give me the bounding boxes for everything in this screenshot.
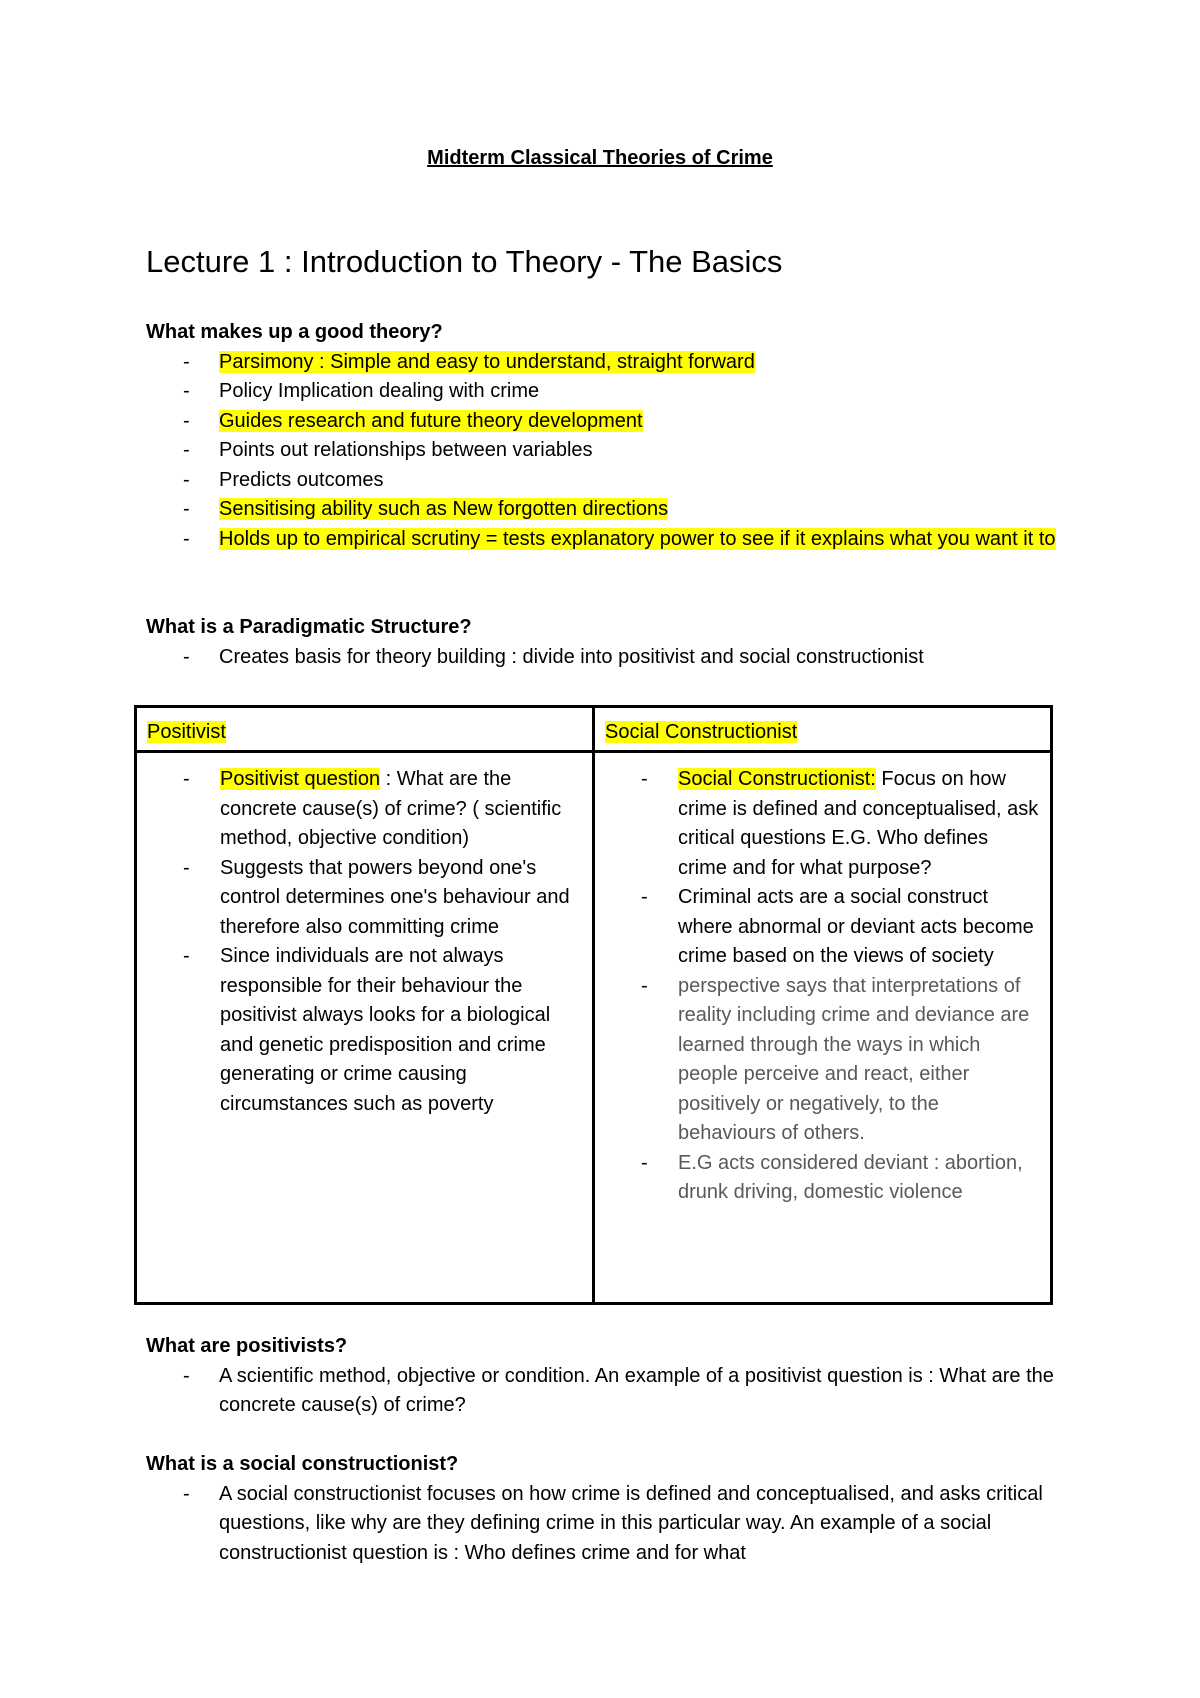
list-item: - perspective says that interpretations of reality including crime and deviance are learned through the ways in which people perceive and react, either positively or negatively, to the behaviours of others. — [595, 972, 1040, 1149]
dash-bullet: - — [183, 439, 190, 461]
dash-bullet: - — [183, 350, 190, 373]
dash-bullet: - — [183, 645, 190, 668]
dash-bullet: - — [183, 468, 190, 491]
dash-bullet: - — [183, 409, 190, 432]
good-theory-list — [146, 348, 1076, 555]
good-theory-section — [146, 318, 1076, 554]
positivists-heading: What are positivists? — [146, 1335, 348, 1357]
paradigm-table — [134, 705, 1053, 1305]
paradigm-list — [146, 643, 1076, 673]
constructionist-header-cell: Social Constructionist — [594, 707, 1052, 752]
list-item: - E.G acts considered deviant : abortion, drunk driving, domestic violence — [595, 1149, 1040, 1208]
dash-bullet: - — [183, 768, 190, 790]
dash-bullet: - — [641, 886, 648, 908]
list-item: - Predicts outcomes — [146, 466, 1076, 496]
document-title: Midterm Classical Theories of Crime — [427, 147, 773, 169]
positivists-list — [146, 1362, 1076, 1421]
constructionist-body-cell — [594, 752, 1052, 1304]
list-item: - Guides research and future theory development — [146, 407, 1076, 437]
positivists-section — [146, 1332, 1076, 1421]
constructionist-list — [595, 765, 1040, 1208]
dash-bullet: - — [183, 856, 190, 879]
table-row — [136, 752, 1052, 1304]
list-item: - A scientific method, objective or condition. An example of a positivist question is : What are the concrete cause(s) of crime? — [146, 1362, 1076, 1421]
dash-bullet: - — [183, 1364, 190, 1387]
list-item: - Policy Implication dealing with crime — [146, 377, 1076, 407]
dash-bullet: - — [183, 1482, 190, 1505]
list-item: - Points out relationships between variables — [146, 436, 1076, 466]
list-item: - Criminal acts are a social construct where abnormal or deviant acts become crime based on the views of society — [595, 883, 1040, 972]
dash-bullet: - — [641, 1151, 648, 1174]
list-item: - Sensitising ability such as New forgotten directions — [146, 495, 1076, 525]
dash-bullet: - — [183, 498, 190, 520]
list-item: - Positivist question : What are the concrete cause(s) of crime? ( scientific method, objective condition) — [137, 765, 582, 854]
list-item: - Creates basis for theory building : divide into positivist and social constructionist — [146, 643, 1076, 673]
dash-bullet: - — [183, 380, 190, 402]
list-item: - Since individuals are not always responsible for their behaviour the positivist always looks for a biological and genetic predisposition and crime generating or crime causing circumstances such as poverty — [137, 942, 582, 1119]
dash-bullet: - — [641, 768, 648, 790]
positivist-list — [137, 765, 582, 1119]
list-item: - Social Constructionist: Focus on how crime is defined and conceptualised, ask critical questions E.G. Who defines crime and for what purpose? — [595, 765, 1040, 883]
paradigm-heading: What is a Paradigmatic Structure? — [146, 616, 472, 638]
constructionist-section — [146, 1450, 1076, 1568]
list-item: - Suggests that powers beyond one's control determines one's behaviour and therefore also committing crime — [137, 854, 582, 943]
dash-bullet: - — [183, 527, 190, 550]
list-item: - A social constructionist focuses on how crime is defined and conceptualised, and asks critical questions, like why are they defining crime in this particular way. An example of a social constructionist question is : Who defines crime and for what — [146, 1480, 1076, 1569]
constructionist-question-list — [146, 1480, 1076, 1569]
paradigm-section — [146, 613, 1076, 672]
lecture-heading: Lecture 1 : Introduction to Theory - The Basics — [146, 244, 783, 279]
good-theory-heading: What makes up a good theory? — [146, 321, 443, 343]
table-header-row — [136, 707, 1052, 752]
positivist-body-cell — [136, 752, 594, 1304]
positivist-header-cell: Positivist — [136, 707, 594, 752]
dash-bullet: - — [641, 974, 648, 997]
list-item: - Parsimony : Simple and easy to understand, straight forward — [146, 348, 1076, 378]
constructionist-heading: What is a social constructionist? — [146, 1453, 459, 1475]
list-item: - Holds up to empirical scrutiny = tests explanatory power to see if it explains what you want it to — [146, 525, 1076, 555]
dash-bullet: - — [183, 945, 190, 967]
